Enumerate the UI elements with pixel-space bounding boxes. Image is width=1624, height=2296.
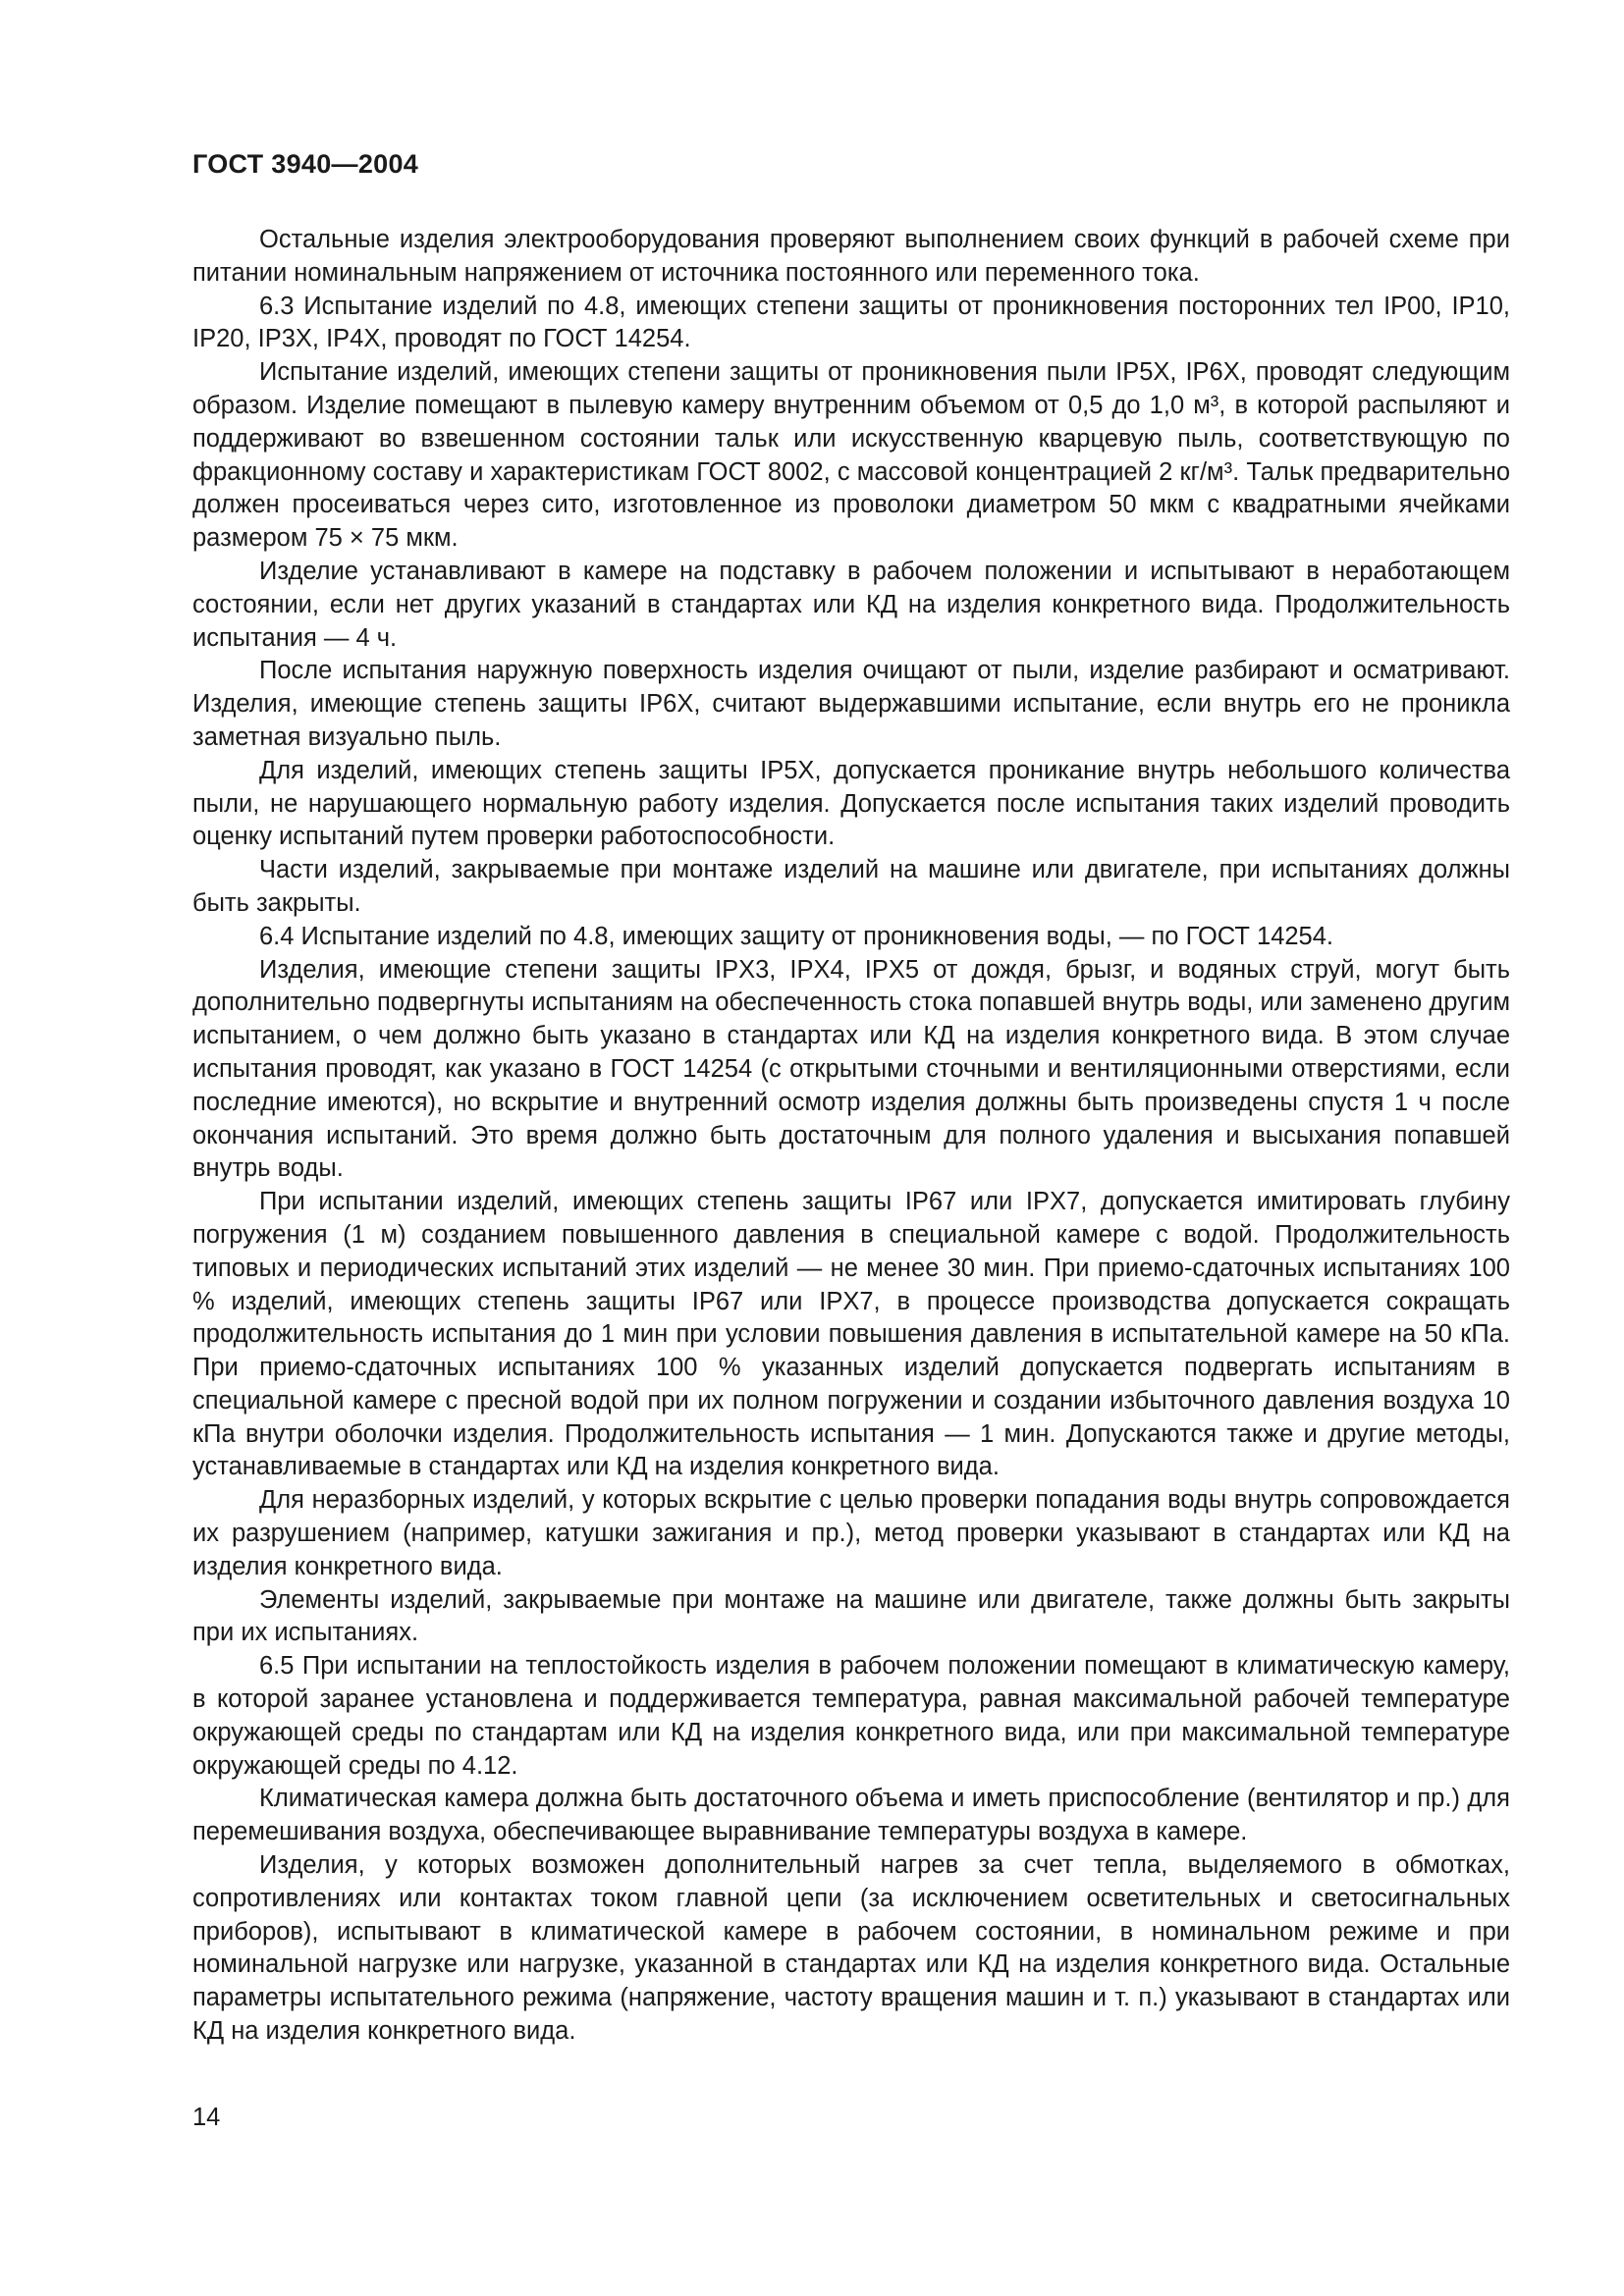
paragraph: Части изделий, закрываемые при монтаже изделий на машине или двигателе, при испытаниях должны быть закрыты.: [192, 856, 1510, 917]
paragraph: Изделия, у которых возможен дополнительный нагрев за счет тепла, выделяемого в обмотках, сопротивлениях или контактах током главной цепи (за исключением осветительных и светосигнальных приборов), испытывают в климатической камере в рабочем состоянии, в номинальном режиме и при номинальной нагрузке или нагрузке, указанной в стандартах или КД на изделия конкретного вида. Остальные параметры испытательного режима (напряжение, частоту вращения машин и т. п.) указывают в стандартах или КД на изделия конкретного вида.: [192, 1851, 1510, 2046]
paragraph: 6.4 Испытание изделий по 4.8, имеющих защиту от проникновения воды, — по ГОСТ 14254.: [259, 922, 1334, 950]
paragraph: Испытание изделий, имеющих степени защиты от проникновения пыли IP5X, IP6X, проводят следующим образом. Изделие помещают в пылевую камеру внутренним объемом от 0,5 до 1,0 м³, в которой распыляют и поддерживают во взвешенном состоянии тальк или искусственную кварцевую пыль, соответствующую по фракционному составу и характеристикам ГОСТ 8002, с массовой концентрацией 2 кг/м³. Тальк предварительно должен просеиваться через сито, изготовленное из проволоки диаметром 50 мкм с квадратными ячейками размером 75 × 75 мкм.: [192, 358, 1510, 553]
paragraph: Для неразборных изделий, у которых вскрытие с целью проверки попадания воды внутрь сопровождается их разрушением (например, катушки зажигания и пр.), метод проверки указывают в стандартах или КД на изделия конкретного вида.: [192, 1486, 1510, 1580]
paragraph: При испытании изделий, имеющих степень защиты IP67 или IPX7, допускается имитировать глубину погружения (1 м) созданием повышенного давления в специальной камере с водой. Продолжительность типовых и периодических испытаний этих изделий — не менее 30 мин. При приемо-сдаточных испытаниях 100 % изделий, имеющих степень защиты IP67 или IPX7, в процессе производства допускается сокращать продолжительность испытания до 1 мин при условии повышения давления в испытательной камере на 50 кПа. При приемо-сдаточных испытаниях 100 % указанных изделий допускается подвергать испытаниям в специальной камере с пресной водой при их полном погружении и создании избыточного давления воздуха 10 кПа внутри оболочки изделия. Продолжительность испытания — 1 мин. Допускаются также и другие методы, устанавливаемые в стандартах или КД на изделия конкретного вида.: [192, 1188, 1510, 1481]
paragraph: 6.3 Испытание изделий по 4.8, имеющих степени защиты от проникновения посторонних тел IP00, IP10, IP20, IP3X, IP4X, проводят по ГОСТ 14254.: [192, 292, 1510, 353]
paragraph: Остальные изделия электрооборудования проверяют выполнением своих функций в рабочей схеме при питании номинальным напряжением от источника постоянного или переменного тока.: [192, 226, 1510, 287]
paragraph: 6.5 При испытании на теплостойкость изделия в рабочем положении помещают в климатическую камеру, в которой заранее установлена и поддерживается температура, равная максимальной рабочей температуре окружающей среды по стандартам или КД на изделия конкретного вида, или при максимальной температуре окружающей среды по 4.12.: [192, 1652, 1510, 1780]
paragraph: Изделие устанавливают в камере на подставку в рабочем положении и испытывают в неработающем состоянии, если нет других указаний в стандартах или КД на изделия конкретного вида. Продолжительность испытания — 4 ч.: [192, 557, 1510, 652]
paragraph: Изделия, имеющие степени защиты IPX3, IPX4, IPX5 от дождя, брызг, и водяных струй, могут быть дополнительно подвергнуты испытаниям на обеспеченность стока попавшей внутрь воды, или заменено другим испытанием, о чем должно быть указано в стандартах или КД на изделия конкретного вида. В этом случае испытания проводят, как указано в ГОСТ 14254 (с открытыми сточными и вентиляционными отверстиями, если последние имеются), но вскрытие и внутренний осмотр изделия должны быть произведены спустя 1 ч после окончания испытаний. Это время должно быть достаточным для полного удаления и высыхания попавшей внутрь воды.: [192, 955, 1510, 1183]
paragraph: Климатическая камера должна быть достаточного объема и иметь приспособление (вентилятор и пр.) для перемешивания воздуха, обеспечивающее выравнивание температуры воздуха в камере.: [192, 1785, 1510, 1846]
paragraph: Для изделий, имеющих степень защиты IP5X, допускается проникание внутрь небольшого количества пыли, не нарушающего нормальную работу изделия. Допускается после испытания таких изделий проводить оценку испытаний путем проверки работоспособности.: [192, 756, 1510, 851]
paragraph: Элементы изделий, закрываемые при монтаже на машине или двигателе, также должны быть закрыты при их испытаниях.: [192, 1585, 1510, 1647]
paragraph: После испытания наружную поверхность изделия очищают от пыли, изделие разбирают и осматривают. Изделия, имеющие степень защиты IP6X, считают выдержавшими испытание, если внутрь его не проникла заметная визуально пыль.: [192, 657, 1510, 751]
body-text: [192, 224, 1510, 2049]
document-header: ГОСТ 3940—2004: [192, 149, 419, 179]
page-number: 14: [192, 2104, 221, 2131]
